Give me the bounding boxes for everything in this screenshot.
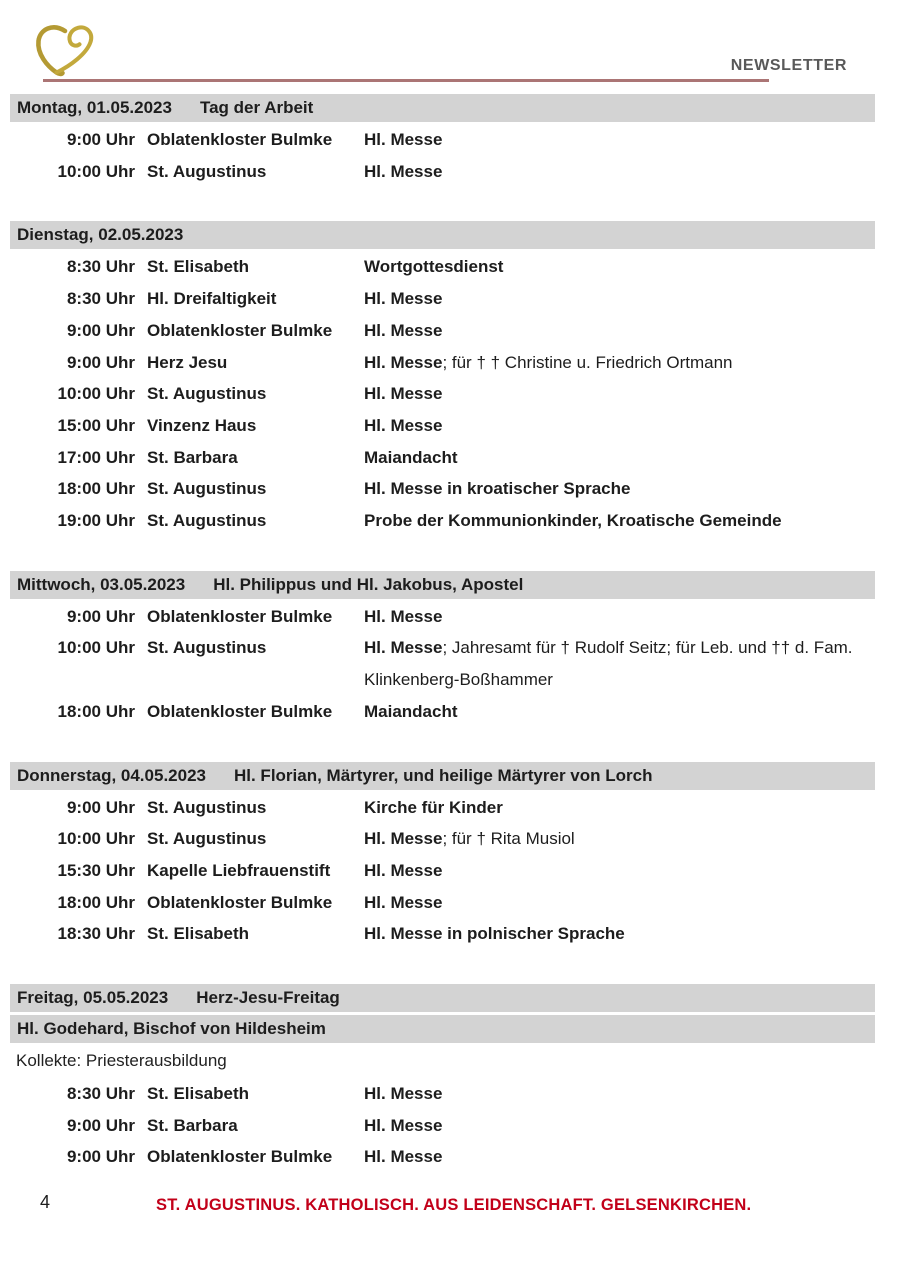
- entry-event: [364, 378, 864, 410]
- entry-time: 9:00 Uhr: [66, 352, 135, 372]
- day-header-bar: [10, 221, 875, 249]
- entry-location: St. Augustinus: [147, 511, 267, 531]
- entry-event-title: Hl. Messe: [364, 384, 443, 404]
- day-subtitle: Hl. Florian, Märtyrer, und heilige Märtyrer von Lorch: [233, 765, 653, 785]
- schedule-row: [0, 601, 909, 633]
- schedule-row: [0, 347, 909, 379]
- entry-time: 10:00 Uhr: [57, 829, 135, 849]
- day-section: [0, 221, 909, 536]
- entry-time: 18:00 Uhr: [57, 701, 135, 721]
- entry-event: [364, 823, 864, 855]
- entry-location: Oblatenkloster Bulmke: [147, 701, 333, 721]
- footer-slogan: ST. AUGUSTINUS. KATHOLISCH. AUS LEIDENSCHAFT. GELSENKIRCHEN.: [156, 1196, 752, 1214]
- entry-event: [364, 505, 864, 537]
- entry-time: 9:00 Uhr: [66, 1147, 135, 1167]
- day-header-bar: [10, 94, 875, 122]
- entry-event: [364, 601, 864, 633]
- schedule-row: [0, 1141, 909, 1173]
- entry-event: [364, 918, 864, 950]
- heart-logo: [32, 22, 106, 87]
- entry-event-title: Hl. Messe: [364, 352, 443, 372]
- entry-event-title: Hl. Messe: [364, 860, 443, 880]
- entry-event-title: Hl. Messe: [364, 1084, 443, 1104]
- entry-event-title: Maiandacht: [364, 447, 458, 467]
- entry-location: St. Elisabeth: [147, 257, 250, 277]
- entry-event: [364, 283, 864, 315]
- entry-time: 18:30 Uhr: [57, 924, 135, 944]
- entry-event-title: Hl. Messe: [364, 892, 443, 912]
- schedule-row: [0, 855, 909, 887]
- entry-time: 19:00 Uhr: [57, 511, 135, 531]
- entry-event: [364, 442, 864, 474]
- entry-event: [364, 1110, 864, 1142]
- entry-event: [364, 473, 864, 505]
- schedule-rows: [0, 601, 909, 728]
- schedule-row: [0, 823, 909, 855]
- entry-event-title: Hl. Messe: [364, 415, 443, 435]
- day-header-bar: [10, 1015, 875, 1043]
- entry-location: St. Augustinus: [147, 161, 267, 181]
- entry-event-title: Hl. Messe in polnischer Sprache: [364, 924, 625, 944]
- entry-time: 10:00 Uhr: [57, 161, 135, 181]
- schedule-rows: [0, 792, 909, 951]
- entry-event: [364, 887, 864, 919]
- day-title: Donnerstag, 04.05.2023: [17, 765, 206, 785]
- schedule-row: [0, 505, 909, 537]
- day-title: Dienstag, 02.05.2023: [17, 225, 184, 245]
- day-title: Freitag, 05.05.2023: [17, 988, 169, 1008]
- day-title: Hl. Godehard, Bischof von Hildesheim: [17, 1019, 326, 1039]
- day-section: [0, 762, 909, 951]
- schedule: [0, 94, 909, 1207]
- entry-event-detail: ; Jahresamt für † Rudolf Seitz; für Leb. und †† d. Fam. Klinkenberg-Boßhammer: [364, 638, 853, 690]
- schedule-row: [0, 792, 909, 824]
- entry-event: [364, 156, 864, 188]
- collection-note: Kollekte: Priesterausbildung: [16, 1051, 227, 1071]
- schedule-rows: [0, 251, 909, 536]
- day-subtitle: Hl. Philippus und Hl. Jakobus, Apostel: [213, 574, 524, 594]
- entry-location: St. Augustinus: [147, 384, 267, 404]
- entry-location: Oblatenkloster Bulmke: [147, 130, 333, 149]
- entry-event-title: Hl. Messe: [364, 320, 443, 340]
- schedule-row: [0, 696, 909, 728]
- entry-location: St. Augustinus: [147, 638, 267, 658]
- day-subtitle: Tag der Arbeit: [199, 98, 314, 117]
- schedule-row: [0, 473, 909, 505]
- entry-event-detail: ; für † Rita Musiol: [442, 829, 575, 849]
- day-section: [0, 984, 909, 1173]
- day-subtitle: Herz-Jesu-Freitag: [196, 988, 340, 1008]
- entry-time: 9:00 Uhr: [66, 130, 135, 149]
- newsletter-label: NEWSLETTER: [730, 57, 847, 74]
- entry-time: 9:00 Uhr: [66, 797, 135, 817]
- entry-event-title: Probe der Kommunionkinder, Kroatische Gemeinde: [364, 511, 782, 531]
- entry-location: St. Augustinus: [147, 797, 267, 817]
- entry-location: St. Barbara: [147, 447, 238, 467]
- entry-location: Vinzenz Haus: [147, 415, 257, 435]
- entry-event-title: Hl. Messe: [364, 638, 443, 658]
- schedule-rows: [0, 124, 909, 187]
- schedule-row: [0, 283, 909, 315]
- schedule-row: [0, 378, 909, 410]
- entry-location: Herz Jesu: [147, 352, 228, 372]
- schedule-row: [0, 887, 909, 919]
- entry-time: 9:00 Uhr: [66, 1115, 135, 1135]
- day-section: [0, 571, 909, 728]
- entry-location: Oblatenkloster Bulmke: [147, 1147, 333, 1167]
- entry-time: 18:00 Uhr: [57, 479, 135, 499]
- entry-event: [364, 855, 864, 887]
- day-header-bar: [10, 984, 875, 1012]
- entry-location: St. Elisabeth: [147, 924, 250, 944]
- entry-event-title: Hl. Messe: [364, 161, 443, 181]
- entry-event-title: Wortgottesdienst: [364, 257, 504, 277]
- schedule-row: [0, 1110, 909, 1142]
- entry-time: 10:00 Uhr: [57, 384, 135, 404]
- entry-event: [364, 315, 864, 347]
- entry-location: Hl. Dreifaltigkeit: [147, 289, 277, 309]
- header-rule: [43, 79, 769, 82]
- entry-time: 8:30 Uhr: [66, 1084, 135, 1104]
- day-title: Mittwoch, 03.05.2023: [17, 574, 186, 594]
- day-header-bar: [10, 571, 875, 599]
- entry-location: St. Augustinus: [147, 479, 267, 499]
- schedule-row: [0, 632, 909, 695]
- schedule-row: [0, 1078, 909, 1110]
- day-section: [0, 94, 909, 187]
- entry-event: [364, 1078, 864, 1110]
- day-title: Montag, 01.05.2023: [17, 98, 172, 117]
- schedule-row: [0, 315, 909, 347]
- entry-location: Oblatenkloster Bulmke: [147, 892, 333, 912]
- entry-location: Oblatenkloster Bulmke: [147, 606, 333, 626]
- entry-event-title: Hl. Messe in kroatischer Sprache: [364, 479, 631, 499]
- entry-event-title: Kirche für Kinder: [364, 797, 503, 817]
- schedule-row: [0, 410, 909, 442]
- entry-event: [364, 696, 864, 728]
- entry-event: [364, 1141, 864, 1173]
- entry-event-title: Hl. Messe: [364, 1147, 443, 1167]
- entry-time: 17:00 Uhr: [57, 447, 135, 467]
- entry-location: Kapelle Liebfrauenstift: [147, 860, 331, 880]
- entry-event: [364, 251, 864, 283]
- entry-location: St. Barbara: [147, 1115, 238, 1135]
- entry-time: 9:00 Uhr: [66, 320, 135, 340]
- entry-event: [364, 347, 864, 379]
- entry-time: 8:30 Uhr: [66, 289, 135, 309]
- entry-event-title: Hl. Messe: [364, 829, 443, 849]
- entry-event-title: Hl. Messe: [364, 130, 443, 149]
- entry-event: [364, 124, 864, 156]
- entry-time: 18:00 Uhr: [57, 892, 135, 912]
- page-number: 4: [40, 1192, 51, 1212]
- entry-time: 10:00 Uhr: [57, 638, 135, 658]
- entry-event-title: Hl. Messe: [364, 1115, 443, 1135]
- day-header-bar: [10, 762, 875, 790]
- entry-event-title: Hl. Messe: [364, 289, 443, 309]
- entry-event-title: Hl. Messe: [364, 606, 443, 626]
- entry-event: [364, 792, 864, 824]
- entry-event-title: Maiandacht: [364, 701, 458, 721]
- schedule-rows: [0, 1078, 909, 1173]
- schedule-row: [0, 156, 909, 188]
- entry-location: Oblatenkloster Bulmke: [147, 320, 333, 340]
- entry-time: 15:30 Uhr: [57, 860, 135, 880]
- schedule-row: [0, 124, 909, 156]
- entry-time: 15:00 Uhr: [57, 415, 135, 435]
- entry-time: 8:30 Uhr: [66, 257, 135, 277]
- entry-time: 9:00 Uhr: [66, 606, 135, 626]
- entry-event-detail: ; für † † Christine u. Friedrich Ortmann: [442, 352, 733, 372]
- entry-location: St. Augustinus: [147, 829, 267, 849]
- schedule-row: [0, 251, 909, 283]
- entry-location: St. Elisabeth: [147, 1084, 250, 1104]
- schedule-row: [0, 442, 909, 474]
- entry-event: [364, 632, 864, 695]
- entry-event: [364, 410, 864, 442]
- schedule-row: [0, 918, 909, 950]
